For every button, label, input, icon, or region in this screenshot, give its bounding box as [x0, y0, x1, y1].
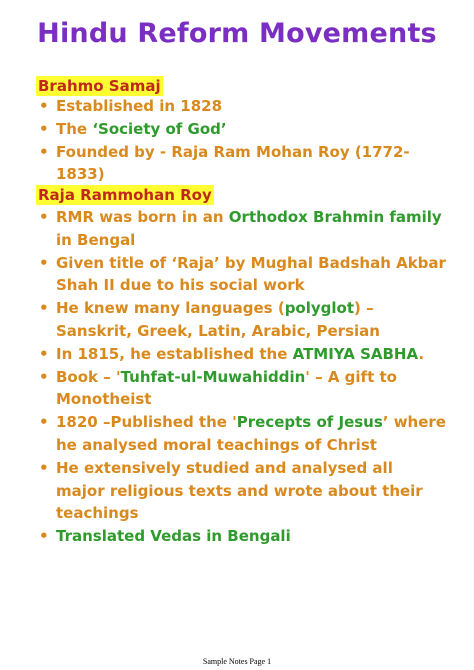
highlight-text: Translated Vedas in Bengali — [56, 527, 291, 546]
list-item — [36, 457, 446, 525]
page-title: Hindu Reform Movements — [37, 18, 437, 49]
highlight-text: polyglot — [284, 299, 355, 318]
bullet-icon: • — [39, 97, 49, 115]
bullet-icon: • — [39, 253, 49, 272]
item-text: Book – ' — [56, 367, 121, 386]
item-text: In 1815, he established the — [56, 344, 293, 363]
highlight-text: ‘Society of God’ — [92, 119, 227, 138]
bullet-icon: • — [39, 119, 49, 138]
raja-rammohan-roy-list — [36, 206, 446, 548]
bullet-icon: • — [39, 458, 49, 477]
bullet-icon: • — [39, 344, 49, 363]
item-text: 1820 –Published the ' — [56, 413, 237, 432]
bullet-icon: • — [39, 413, 49, 432]
list-item — [36, 525, 446, 548]
list-item — [36, 206, 446, 252]
brahmo-samaj-list — [36, 95, 446, 186]
page-footer: Sample Notes Page 1 — [202, 657, 272, 666]
item-text: ) – Sanskrit, Greek, Latin, Arabic, Persian — [56, 299, 380, 340]
item-text: Founded by - Raja Ram Mohan Roy (1772-1833) — [56, 142, 410, 184]
bullet-icon: • — [39, 299, 49, 318]
item-text: in Bengal — [56, 230, 136, 249]
item-text: Given title of ‘Raja’ by Mughal Badshah Akbar Shah II due to his social work — [56, 253, 446, 295]
item-text: He knew many languages ( — [56, 299, 285, 318]
highlight-text: Orthodox Brahmin family — [228, 208, 442, 226]
list-item — [36, 411, 446, 457]
highlight-text: ATMIYA SABHA — [292, 344, 419, 363]
highlight-text: Precepts of Jesus — [236, 413, 383, 432]
list-item — [36, 141, 446, 187]
list-item — [36, 95, 446, 118]
section-heading-brahmo-samaj: Brahmo Samaj — [38, 77, 161, 95]
bullet-icon: • — [39, 527, 49, 546]
list-item — [36, 252, 446, 298]
list-item — [36, 118, 446, 141]
list-item — [36, 343, 446, 366]
item-text: . — [418, 344, 425, 363]
item-text: RMR was born in an — [56, 208, 229, 226]
item-text: He extensively studied and analysed all major religious texts and wrote about their teachings — [56, 458, 423, 523]
section-heading-raja-rammohan-roy: Raja Rammohan Roy — [38, 186, 212, 204]
bullet-icon: • — [39, 208, 49, 226]
item-text: Established in 1828 — [56, 97, 223, 115]
list-item — [36, 366, 446, 412]
item-text: The — [56, 119, 93, 138]
bullet-icon: • — [39, 367, 49, 386]
list-item — [36, 297, 446, 343]
highlight-text: Tuhfat-ul-Muwahiddin — [120, 367, 306, 386]
item-text: ' – A gift to Monotheist — [56, 367, 397, 409]
bullet-icon: • — [39, 142, 49, 161]
item-text: ’ where he analysed moral teachings of Christ — [56, 413, 446, 454]
